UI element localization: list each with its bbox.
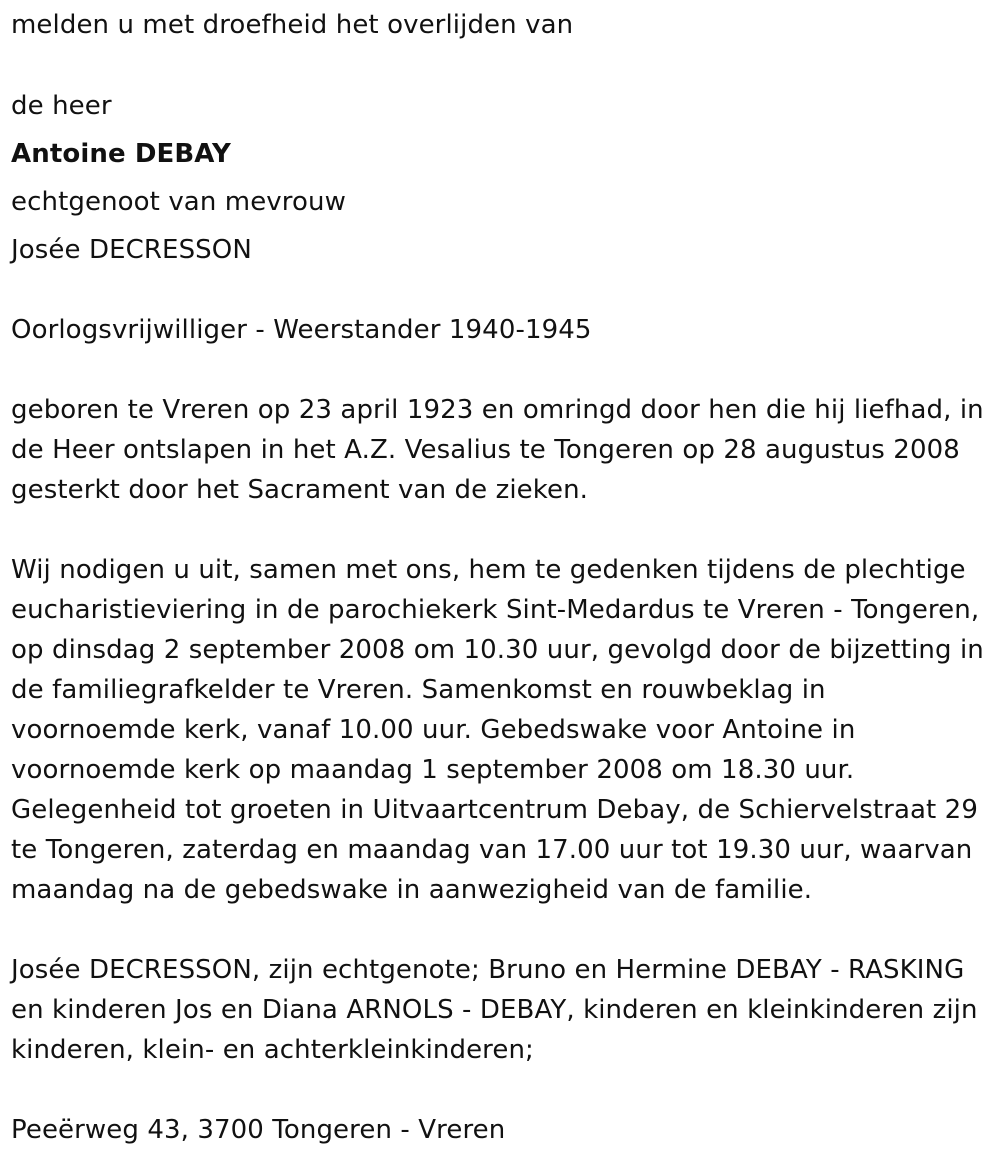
service-paragraph: Wij nodigen u uit, samen met ons, hem te gedenken tijdens de plechtige eucharistieviering in de parochiekerk Sint-Medardus te Vreren - Tongeren, op dinsdag 2 september 2008 om 10.30 uur, gevolgd door de bijzetting in de familiegrafkelder te Vreren. Samenkomst en rouwbeklag in voornoemde kerk, vanaf 10.00 uur. Gebedswake voor Antoine in voornoemde kerk op maandag 1 september 2008 om 18.30 uur. Gelegenheid tot groeten in Uitvaartcentrum Debay, de Schiervelstraat 29 te Tongeren, zaterdag en maandag van 17.00 uur tot 19.30 uur, waarvan maandag na de gebedswake in aanwezigheid van de familie. (11, 555, 984, 905)
address: Peeërweg 43, 3700 Tongeren - Vreren (11, 1115, 506, 1145)
birth-death-paragraph: geboren te Vreren op 23 april 1923 en omringd door hen die hij liefhad, in de Heer ontslapen in het A.Z. Vesalius te Tongeren op 28 augustus 2008 gesterkt door het Sacrament van de zieken. (11, 395, 984, 505)
spouse-name: Josée DECRESSON (11, 235, 252, 265)
spouse-label: echtgenoot van mevrouw (11, 187, 346, 217)
intro-text: melden u met droefheid het overlijden van (11, 10, 574, 40)
honorary-title: Oorlogsvrijwilliger - Weerstander 1940-1945 (11, 315, 592, 345)
honorific: de heer (11, 91, 112, 121)
family-paragraph: Josée DECRESSON, zijn echtgenote; Bruno en Hermine DEBAY - RASKING en kinderen Jos en Diana ARNOLS - DEBAY, kinderen en kleinkinderen zijn kinderen, klein- en achterkleinkinderen; (11, 955, 978, 1065)
deceased-name: Antoine DEBAY (11, 139, 231, 169)
